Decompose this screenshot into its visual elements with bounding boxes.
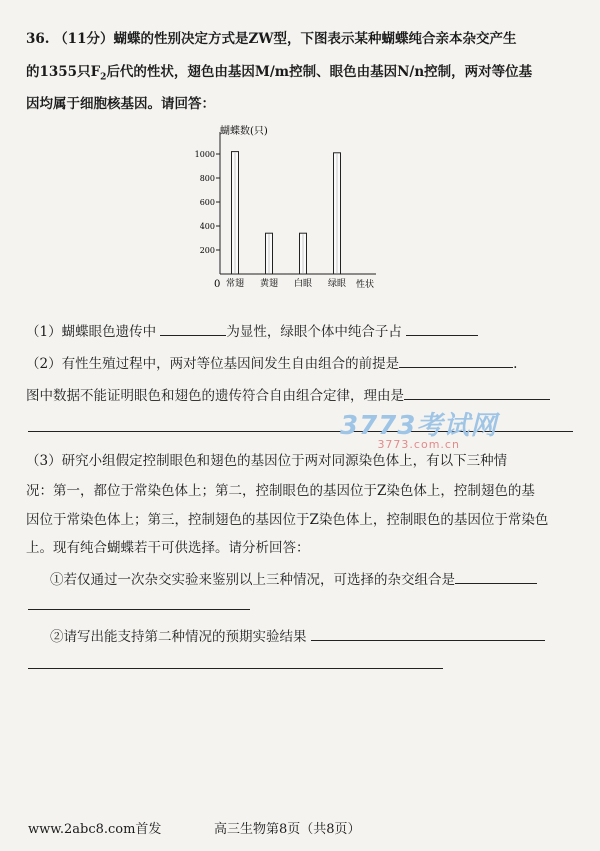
q1-blank-1[interactable] xyxy=(160,321,226,336)
q2-line-1-end: . xyxy=(513,356,518,372)
butterfly-bar-chart xyxy=(180,122,380,294)
watermark-main: 3773考试网 xyxy=(340,411,498,441)
q1-mid: 为显性，绿眼个体中纯合子占 xyxy=(226,324,402,340)
q2-line-2-text: 图中数据不能证明眼色和翅色的遗传符合自由组合定律，理由是 xyxy=(26,388,404,404)
question-line-2-post: 后代的性状，翅色由基因M/m控制、眼色由基因N/n控制，两对等位基 xyxy=(106,64,533,80)
q2-line-2 xyxy=(26,385,550,406)
q3-sub-1-text: ①若仅通过一次杂交实验来鉴别以上三种情况，可选择的杂交组合是 xyxy=(50,572,455,588)
y-tick-label-200: 200 xyxy=(199,246,215,255)
q3-blank-1[interactable] xyxy=(455,569,537,584)
q3-line-1: （3）研究小组假定控制眼色和翅色的基因位于两对同源染色体上，有以下三种情 xyxy=(26,453,508,469)
q3-line-3: 因位于常染色体上；第三，控制翅色的基因位于Z染色体上，控制眼色的基因位于常染色 xyxy=(26,512,549,528)
q3-answer-line-2[interactable] xyxy=(28,668,443,669)
q3-sub-2-text: ②请写出能支持第二种情况的预期实验结果 xyxy=(50,629,307,645)
q1-pre: （1）蝴蝶眼色遗传中 xyxy=(26,324,157,340)
q3-sub-2 xyxy=(50,626,545,647)
y-tick-label-400: 400 xyxy=(199,222,215,231)
q3-answer-line-1[interactable] xyxy=(28,609,250,610)
q3-blank-2[interactable] xyxy=(311,626,545,641)
footer-page: 高三生物第8页（共8页） xyxy=(214,822,361,837)
x-axis-label: 性状 xyxy=(356,280,375,290)
origin-label: 0 xyxy=(214,279,221,290)
q2-line-1 xyxy=(26,353,517,374)
x-tick-label-2: 白眼 xyxy=(293,279,313,289)
x-tick-label-3: 绿眼 xyxy=(327,279,347,289)
question-line-2-pre: 的1355只F xyxy=(26,64,101,80)
y-tick-label-800: 800 xyxy=(199,174,215,183)
question-line-3: 因均属于细胞核基因。请回答： xyxy=(26,96,215,112)
q2-blank-1[interactable] xyxy=(399,353,513,368)
q1-blank-2[interactable] xyxy=(406,321,478,336)
q2-blank-2[interactable] xyxy=(404,385,550,400)
q2-line-1-text: （2）有性生殖过程中，两对等位基因间发生自由组合的前提是 xyxy=(26,356,400,372)
x-tick-label-1: 黄翅 xyxy=(259,279,279,289)
q3-sub-1 xyxy=(50,569,537,590)
q3-line-2: 况：第一，都位于常染色体上；第二，控制眼色的基因位于Z染色体上，控制翅色的基 xyxy=(26,483,535,499)
watermark xyxy=(340,405,497,451)
x-tick-label-0: 常翅 xyxy=(225,279,245,289)
y-tick-label-600: 600 xyxy=(199,198,215,207)
q1-line xyxy=(26,321,478,342)
question-line-1: 36. （11分）蝴蝶的性别决定方式是ZW型，下图表示某种蝴蝶纯合亲本杂交产生 xyxy=(26,31,517,47)
question-line-2 xyxy=(26,62,532,88)
q3-line-4: 上。现有纯合蝴蝶若干可供选择。请分析回答： xyxy=(26,540,310,556)
y-axis-label: 蝴蝶数(只) xyxy=(220,126,268,137)
subscript-2: 2 xyxy=(100,72,107,83)
footer-left: www.2abc8.com首发 xyxy=(28,822,162,837)
y-tick-label-1000: 1000 xyxy=(194,150,215,159)
watermark-sub: 3773.com.cn xyxy=(377,438,460,451)
